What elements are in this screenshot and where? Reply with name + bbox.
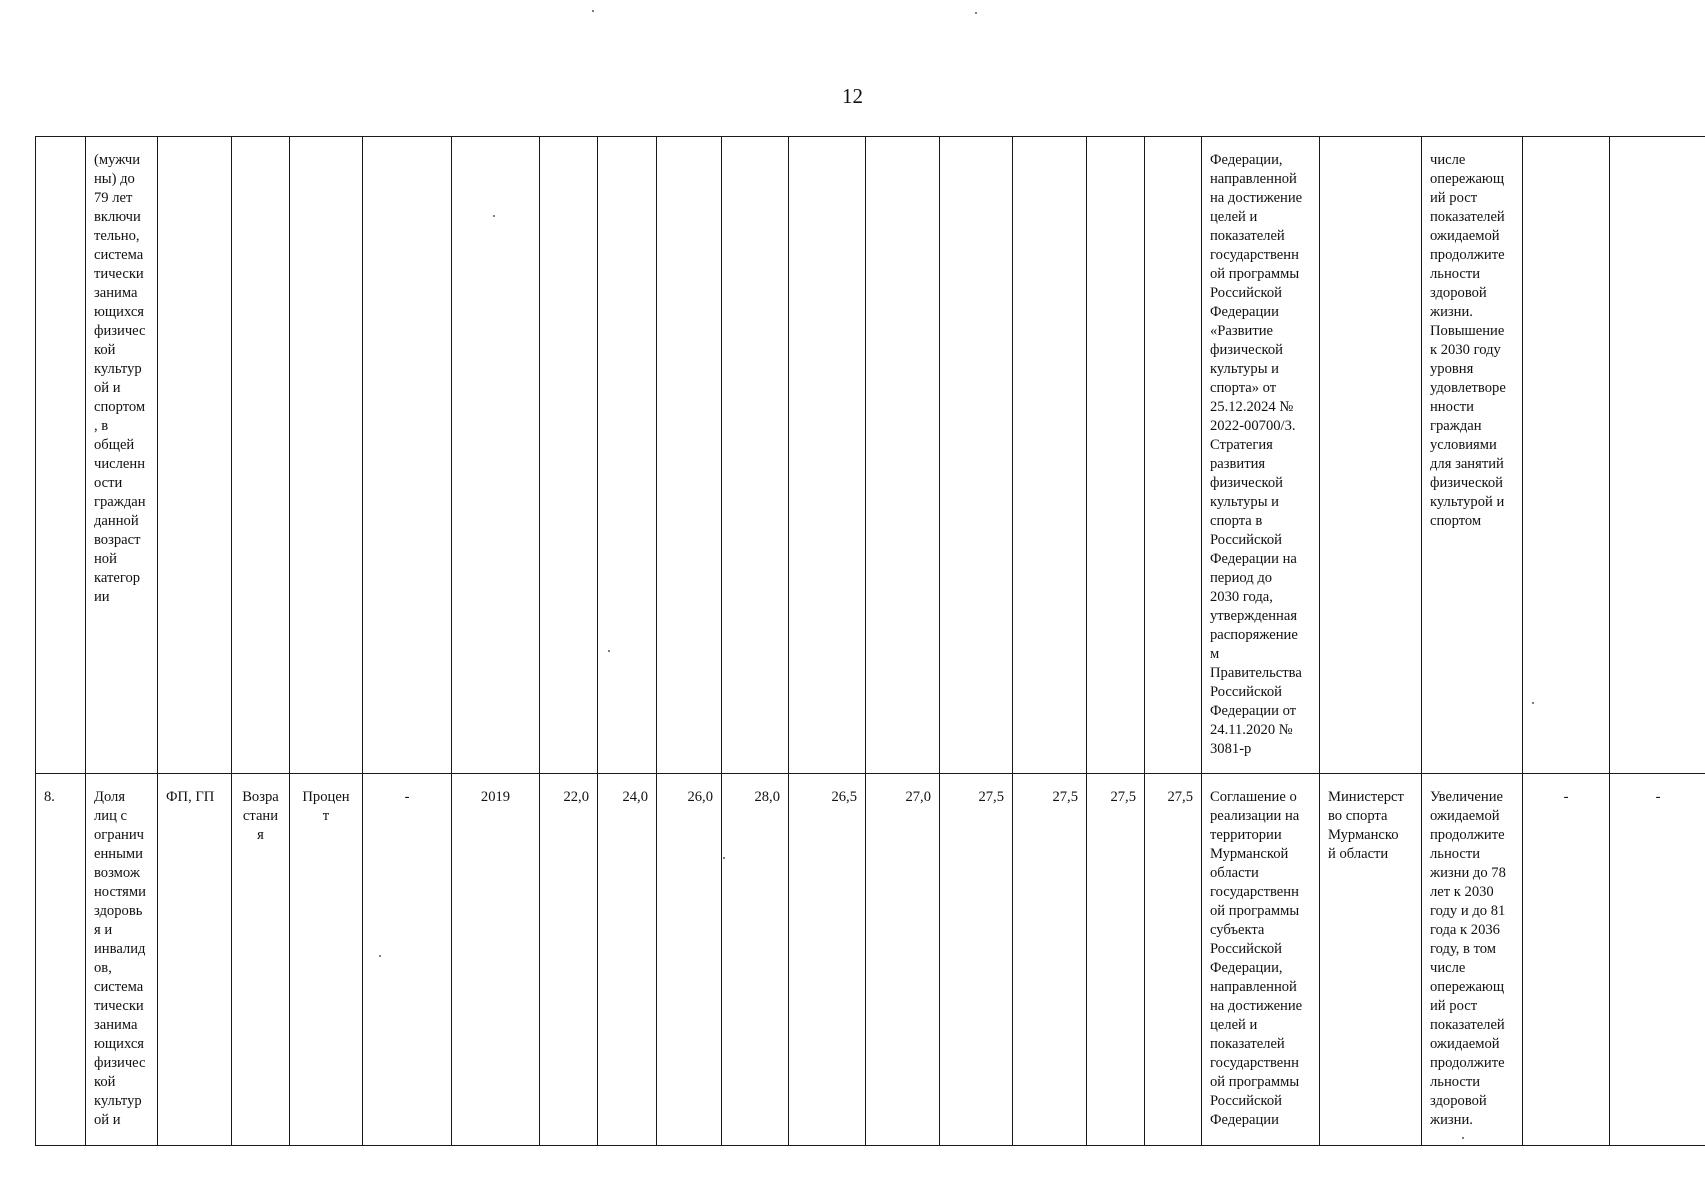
value-cell: 27,5 xyxy=(1087,774,1145,1146)
basis-cell: Соглашение о реализации на территории Мурманской области государственн ой программы субъекта Российской Федерации, направленной на достижение целей и показателей государственн ой программы Российской Федерации xyxy=(1202,774,1320,1146)
scan-speck xyxy=(1532,702,1534,704)
value-cell xyxy=(1087,137,1145,774)
extra-cell: - xyxy=(1610,774,1705,1146)
value-cell xyxy=(789,137,866,774)
value-cell: 28,0 xyxy=(722,774,789,1146)
value-cell xyxy=(1145,137,1202,774)
value-cell xyxy=(940,137,1013,774)
base-year-cell xyxy=(452,137,540,774)
value-cell xyxy=(657,137,722,774)
indicator-name-cell: (мужчи ны) до 79 лет включи тельно, система тически занима ющихся физичес кой культур ой и спортом , в общей численн ости граждан данной возраст ной категор ии xyxy=(86,137,158,774)
feature-cell xyxy=(232,137,290,774)
value-cell xyxy=(540,137,598,774)
value-cell: 26,5 xyxy=(789,774,866,1146)
scan-speck xyxy=(493,215,495,217)
page-number: 12 xyxy=(842,84,863,108)
scan-speck xyxy=(1462,1137,1464,1139)
scan-speck xyxy=(723,857,725,859)
indicator-name-cell: Доля лиц с огранич енными возмож ностями здоровь я и инвалид ов, система тически занима ющихся физичес кой культур ой и xyxy=(86,774,158,1146)
responsible-cell: Министерст во спорта Мурманско й области xyxy=(1320,774,1422,1146)
extra-cell xyxy=(1610,137,1705,774)
value-cell: 27,0 xyxy=(866,774,940,1146)
row-number-cell: 8. xyxy=(36,774,86,1146)
table-row xyxy=(36,774,1705,1146)
value-cell: 22,0 xyxy=(540,774,598,1146)
unit-cell: Процен т xyxy=(290,774,363,1146)
base-value-cell xyxy=(363,137,452,774)
national-goal-cell: числе опережающ ий рост показателей ожидаемой продолжите льности здоровой жизни. Повышение к 2030 году уровня удовлетворе нности граждан условиями для занятий физической культурой и спортом xyxy=(1422,137,1523,774)
indicators-table xyxy=(35,136,1705,1146)
unit-cell xyxy=(290,137,363,774)
value-cell xyxy=(598,137,657,774)
value-cell: 27,5 xyxy=(1145,774,1202,1146)
value-cell xyxy=(1013,137,1087,774)
base-value-cell: - xyxy=(363,774,452,1146)
extra-cell: - xyxy=(1523,774,1610,1146)
value-cell: 26,0 xyxy=(657,774,722,1146)
value-cell: 27,5 xyxy=(940,774,1013,1146)
basis-cell: Федерации, направленной на достижение целей и показателей государственн ой программы Российской Федерации «Развитие физической культуры и спорта» от 25.12.2024 № 2022-00700/3. Стратегия развития физической культуры и спорта в Российской Федерации на период до 2030 года, утвержденная распоряжение м Правительства Российской Федерации от 24.11.2020 № 3081-р xyxy=(1202,137,1320,774)
value-cell xyxy=(722,137,789,774)
responsible-cell xyxy=(1320,137,1422,774)
extra-cell xyxy=(1523,137,1610,774)
scan-speck xyxy=(608,650,610,652)
scan-speck xyxy=(592,10,594,12)
value-cell: 27,5 xyxy=(1013,774,1087,1146)
national-goal-cell: Увеличение ожидаемой продолжите льности жизни до 78 лет к 2030 году и до 81 года к 2036 году, в том числе опережающ ий рост показателей ожидаемой продолжите льности здоровой жизни. xyxy=(1422,774,1523,1146)
base-year-cell: 2019 xyxy=(452,774,540,1146)
level-cell xyxy=(158,137,232,774)
row-number-cell xyxy=(36,137,86,774)
level-cell: ФП, ГП xyxy=(158,774,232,1146)
value-cell: 24,0 xyxy=(598,774,657,1146)
scan-speck xyxy=(379,955,381,957)
value-cell xyxy=(866,137,940,774)
scan-speck xyxy=(975,12,977,14)
table-row xyxy=(36,137,1705,774)
feature-cell: Возра стани я xyxy=(232,774,290,1146)
